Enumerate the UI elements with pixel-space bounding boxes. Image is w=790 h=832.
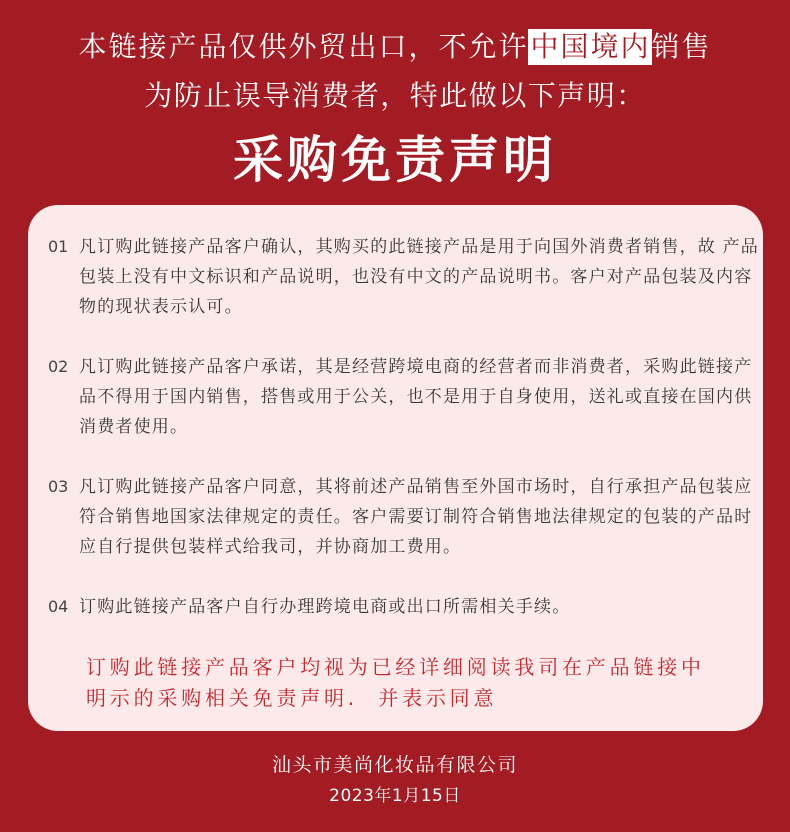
disclaimer-item-02 — [28, 352, 763, 442]
item-line: 订购此链接产品客户自行办理跨境电商或出口所需相关手续。 — [79, 597, 571, 617]
item-number: 02 — [48, 357, 69, 376]
item-number: 04 — [48, 597, 69, 616]
disclaimer-item-03 — [28, 472, 763, 562]
export-only-statement — [0, 28, 790, 66]
item-text — [79, 232, 763, 322]
disclaimer-card — [28, 205, 763, 731]
item-number: 01 — [48, 237, 69, 256]
disclaimer-item-04 — [28, 592, 763, 622]
item-line: 凡订购此链接产品客户承诺，其是经营跨境电商的经营者而非消费者，采购此链接产 — [79, 357, 753, 377]
item-line: 凡订购此链接产品客户同意，其将前述产品销售至外国市场时，自行承担产品包装应 — [79, 477, 753, 497]
statement-text-before: 本链接产品仅供外贸出口，不允许 — [78, 30, 529, 63]
company-name: 汕头市美尚化妆品有限公司 — [271, 754, 518, 776]
disclaimer-item-01 — [28, 232, 763, 322]
acceptance-notice — [86, 652, 746, 714]
item-text — [79, 472, 763, 562]
item-line: 物的现状表示认可。 — [79, 297, 243, 317]
item-line: 消费者使用。 — [79, 417, 189, 437]
page-title: 采购免责声明 — [233, 131, 557, 189]
item-line: 包装上没有中文标识和产品说明，也没有中文的产品说明书。客户对产品包装及内容 — [79, 267, 753, 287]
item-line: 品不得用于国内销售，搭售或用于公关，也不是用于自身使用，送礼或直接在国内供 — [79, 387, 753, 407]
item-line: 符合销售地国家法律规定的责任。客户需要订制符合销售地法律规定的包装的产品时 — [79, 507, 753, 527]
item-text — [79, 592, 763, 622]
notice-line: 明示的采购相关免责声明. 并表示同意 — [86, 686, 498, 710]
highlighted-region-text: 中国境内 — [530, 30, 651, 63]
item-number: 03 — [48, 477, 69, 496]
item-line: 凡订购此链接产品客户确认，其购买的此链接产品是用于向国外消费者销售，故 产品 — [79, 237, 760, 257]
item-line: 应自行提供包装样式给我司，并协商加工费用。 — [79, 537, 462, 557]
declaration-intro: 为防止误导消费者，特此做以下声明： — [144, 79, 646, 112]
statement-text-after: 销售 — [651, 30, 712, 63]
item-text — [79, 352, 763, 442]
issue-date: 2023年1月15日 — [329, 786, 461, 806]
notice-line: 订购此链接产品客户均视为已经详细阅读我司在产品链接中 — [86, 655, 705, 679]
